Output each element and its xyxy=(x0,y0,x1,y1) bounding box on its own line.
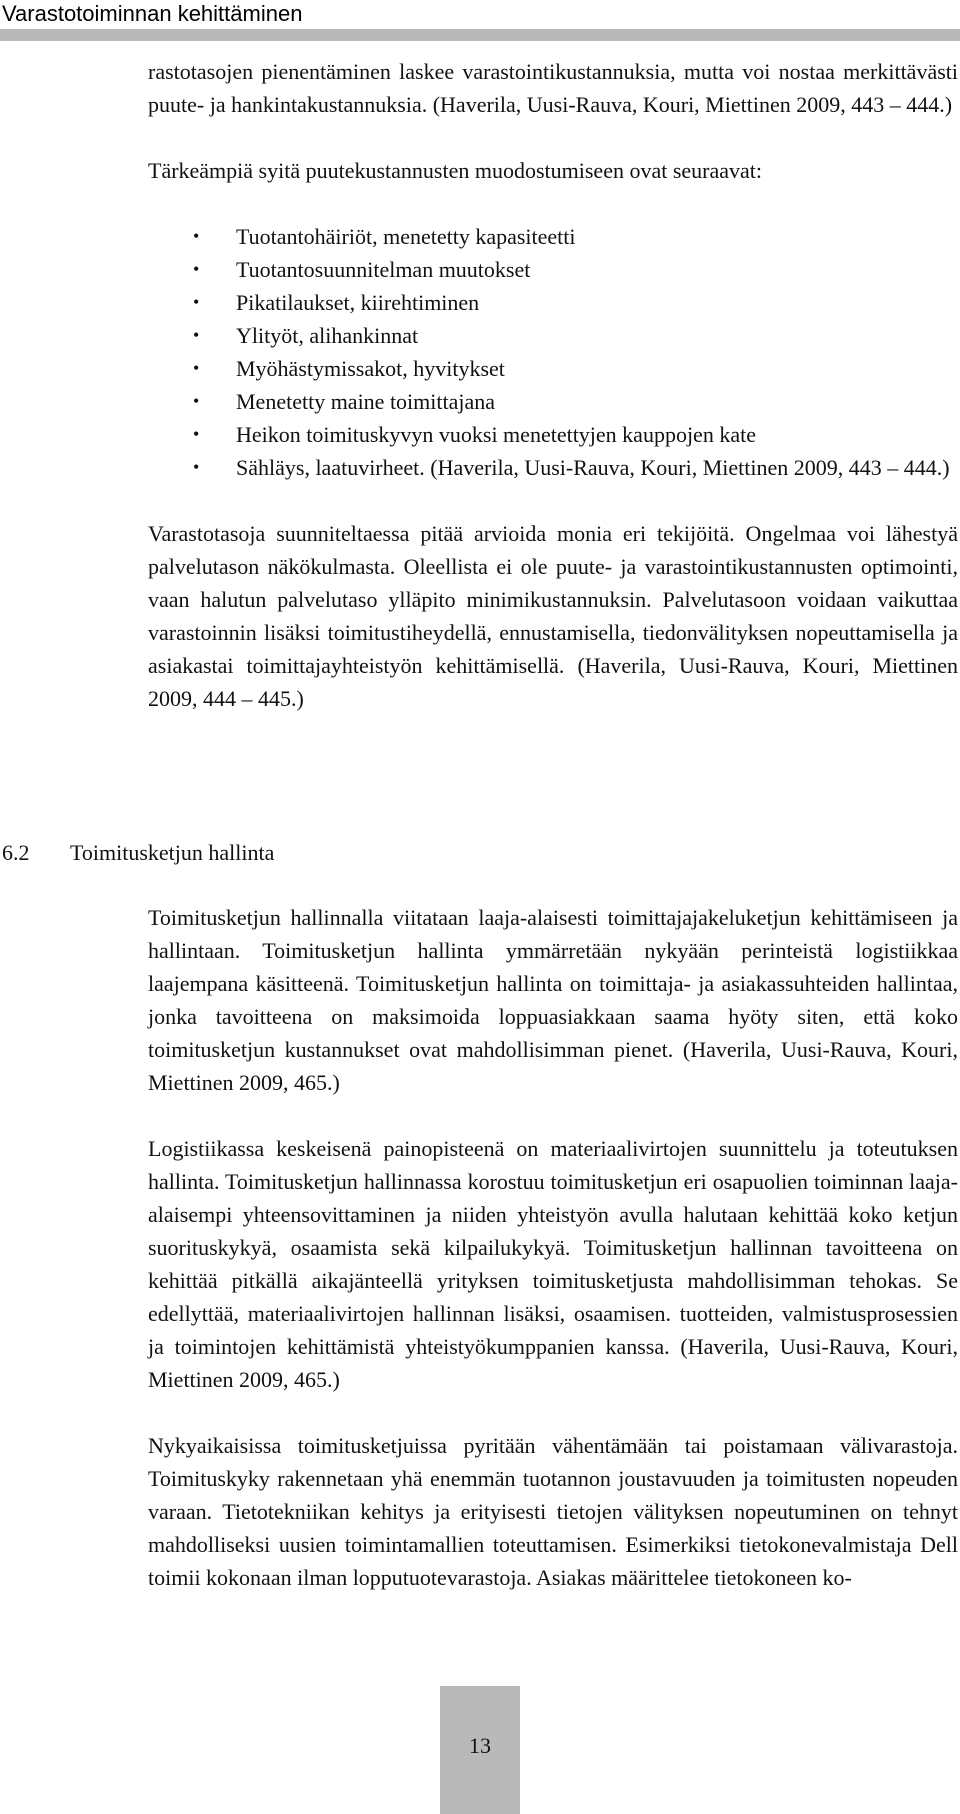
bullet-icon: • xyxy=(193,391,200,411)
list-item-text: Tuotantosuunnitelman muutokset xyxy=(236,257,531,282)
bullet-icon: • xyxy=(193,226,200,246)
list-item-text: Heikon toimituskyvyn vuoksi menetettyjen kauppojen kate xyxy=(236,422,756,447)
header-rule xyxy=(0,29,960,41)
paragraph-list-intro: Tärkeämpiä syitä puutekustannusten muodostumiseen ovat seuraavat: xyxy=(148,158,763,183)
list-item-text: Pikatilaukset, kiirehtiminen xyxy=(236,290,480,315)
bullet-icon: • xyxy=(193,358,200,378)
bullet-icon: • xyxy=(193,424,200,444)
running-header xyxy=(0,0,960,28)
list-item xyxy=(148,286,958,319)
paragraph-supply-chain-1: Toimitusketjun hallinnalla viitataan laaja-alaisesti toimittajajakeluketjun kehittämiseen ja hallintaan. Toimitusketjun hallinta ymmärretään nykyään perinteistä logistiikkaa laajempana käsitteenä. Toimitusketjun hallinta on toimittaja- ja asiakassuhteiden hallintaa, jonka tavoitteena on maksimoida loppuasiakkaan saama hyöty siten, että koko toimitusketjun kustannukset ovat mahdollisimman pienet. (Haverila, Uusi-Rauva, Kouri, Miettinen 2009, 465.) xyxy=(148,905,958,1095)
page-number: 13 xyxy=(469,1733,491,1758)
body-content xyxy=(148,55,958,715)
bullet-icon: • xyxy=(193,325,200,345)
list-item-text: Sähläys, laatuvirheet. (Haverila, Uusi-Rauva, Kouri, Miettinen 2009, 443 – 444.) xyxy=(236,455,950,480)
list-item xyxy=(148,451,958,484)
bullet-icon: • xyxy=(193,292,200,312)
section-number: 6.2 xyxy=(2,840,30,865)
page-number-box xyxy=(440,1686,520,1814)
bullet-icon: • xyxy=(193,259,200,279)
section-title: Toimitusketjun hallinta xyxy=(70,840,275,865)
paragraph-supply-chain-2: Logistiikassa keskeisenä painopisteenä on materiaalivirtojen suunnittelu ja toteutuksen hallinta. Toimitusketjun hallinnassa korostuu toimitusketjun eri osapuolien toiminnan laaja-alaisempi yhteensovittaminen ja niiden yhteistyön avulla halutaan kehittää koko ketjun suorituskykyä, osaamista sekä kilpailukykyä. Toimitusketjun hallinnan tavoitteena on kehittää pitkällä aikajänteellä yrityksen toimitusketjusta mahdollisimman tehokas. Se edellyttää, materiaalivirtojen hallinnan lisäksi, osaamisen. tuotteiden, valmistusprosessien ja toimintojen kehittämistä yhteistyökumppanien kanssa. (Haverila, Uusi-Rauva, Kouri, Miettinen 2009, 465.) xyxy=(148,1136,958,1392)
bullet-list xyxy=(148,220,958,484)
list-item xyxy=(148,352,958,385)
list-item xyxy=(148,220,958,253)
list-item xyxy=(148,319,958,352)
list-item-text: Tuotantohäiriöt, menetetty kapasiteetti xyxy=(236,224,576,249)
list-item xyxy=(148,385,958,418)
list-item xyxy=(148,418,958,451)
paragraph-supply-chain-3: Nykyaikaisissa toimitusketjuissa pyritään vähentämään tai poistamaan välivarastoja. Toimituskyky rakennetaan yhä enemmän tuotannon joustavuuden ja toimitusten nopeuden varaan. Tietotekniikan kehitys ja erityisesti tietojen välityksen nopeutuminen on tehnyt mahdolliseksi uusien toimintamallien toteuttamisen. Esimerkiksi tietokonevalmistaja Dell toimii kokonaan ilman lopputuotevarastoja. Asiakas määrittelee tietokoneen ko- xyxy=(148,1433,958,1590)
section-content xyxy=(148,901,958,1594)
paragraph-intro: rastotasojen pienentäminen laskee varastointikustannuksia, mutta voi nostaa merkittävästi puute- ja hankintakustannuksia. (Haverila, Uusi-Rauva, Kouri, Miettinen 2009, 443 – 444.) xyxy=(148,59,958,117)
list-item-text: Ylityöt, alihankinnat xyxy=(236,323,419,348)
list-item-text: Myöhästymissakot, hyvitykset xyxy=(236,356,505,381)
paragraph-service-level: Varastotasoja suunniteltaessa pitää arvioida monia eri tekijöitä. Ongelmaa voi lähestyä palvelutason näkökulmasta. Oleellista ei ole puute- ja varastointikustannusten optimointi, vaan halutun palvelutaso ylläpito minimikustannuksin. Palvelutasoon voidaan vaikuttaa varastoinnin lisäksi toimitustiheydellä, ennustamisella, tiedonvälityksen nopeuttamisella ja asiakastai toimittajayhteistyön kehittämisellä. (Haverila, Uusi-Rauva, Kouri, Miettinen 2009, 444 – 445.) xyxy=(148,521,958,711)
list-item xyxy=(148,253,958,286)
bullet-icon: • xyxy=(193,457,200,477)
document-title: Varastotoiminnan kehittäminen xyxy=(2,1,303,26)
list-item-text: Menetetty maine toimittajana xyxy=(236,389,496,414)
